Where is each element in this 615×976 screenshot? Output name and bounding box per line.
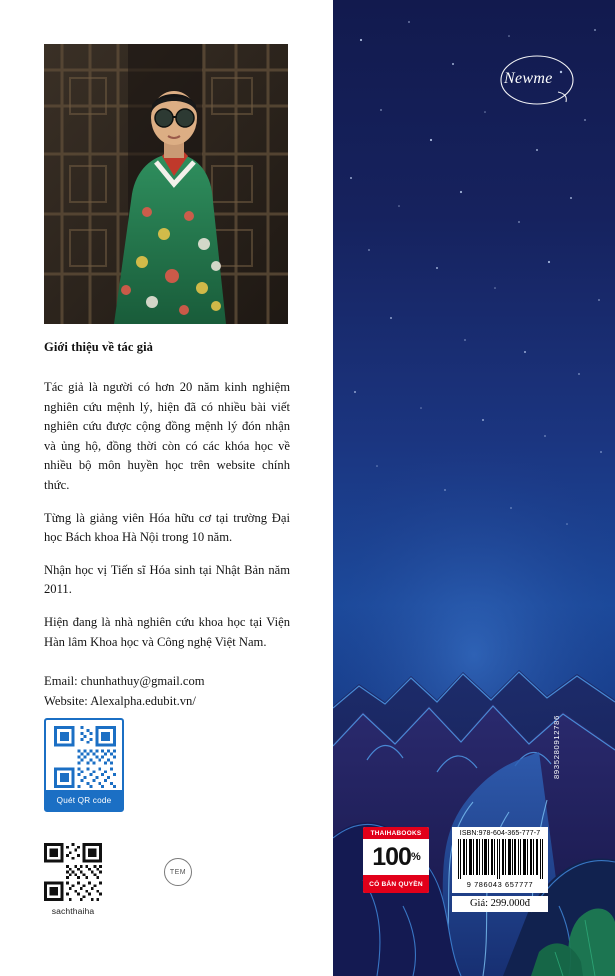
barcode-icon (456, 839, 544, 879)
contact-block (44, 672, 304, 711)
qr-sachthaiha[interactable] (44, 843, 102, 916)
contact-website: Website: Alexalpha.edubit.vn/ (44, 693, 196, 708)
author-section-heading: Giới thiệu về tác giả (44, 340, 154, 354)
author-bio-paragraph: Nhận học vị Tiến sĩ Hóa sinh tại Nhật Bản năm 2011. (44, 562, 290, 597)
tem-stamp-icon: TEM (164, 858, 192, 886)
isbn-text: ISBN:978-604-365-777-7 (459, 830, 541, 837)
qr-scan-card[interactable] (44, 718, 124, 812)
copyright-badge-percent (363, 839, 429, 875)
contact-email: Email: chunhathuy@gmail.com (44, 674, 205, 688)
copyright-badge-bottom-label: CÓ BẢN QUYỀN (363, 875, 429, 893)
author-bio-text (44, 378, 290, 665)
author-bio-paragraph: Từng là giảng viên Hóa hữu cơ tại trường Đại học Bách khoa Hà Nội trong 10 năm. (44, 510, 290, 545)
newme-brand-text: Newme (504, 70, 553, 87)
qr-code-icon (44, 843, 102, 901)
isbn-barcode-block (452, 827, 548, 893)
copyright-badge-top-label: THAIHABOOKS (363, 827, 429, 839)
qr-scan-caption: Quét QR code (46, 790, 122, 810)
copyright-badge-percent-value: 100 (372, 842, 411, 871)
copyright-badge (363, 827, 429, 893)
qr-sachthaiha-label: sachthaiha (51, 906, 95, 916)
ean-side-number: 8935280912786 (552, 714, 561, 779)
author-bio-paragraph: Tác giả là người có hơn 20 năm kinh nghiệm nghiên cứu mệnh lý, hiện đã có nhiều bài viết nghiên cứu được cộng đồng mệnh lý đón nhận và ủng hộ, đồng thời còn có các khóa học về nhiều bộ môn huyền học trên website chính thức. (44, 380, 290, 492)
newme-brand-logo (498, 52, 576, 108)
qr-code-icon (54, 726, 116, 788)
copyright-badge-percent-symbol: % (410, 850, 420, 863)
barcode-digits: 9 786043 657777 (466, 880, 534, 889)
author-bio-paragraph: Hiện đang là nhà nghiên cứu khoa học tại Viện Hàn lâm Khoa học và Công nghệ Việt Nam. (44, 614, 290, 649)
price-text: Giá: 299.000đ (452, 896, 548, 912)
author-photo (44, 44, 288, 324)
